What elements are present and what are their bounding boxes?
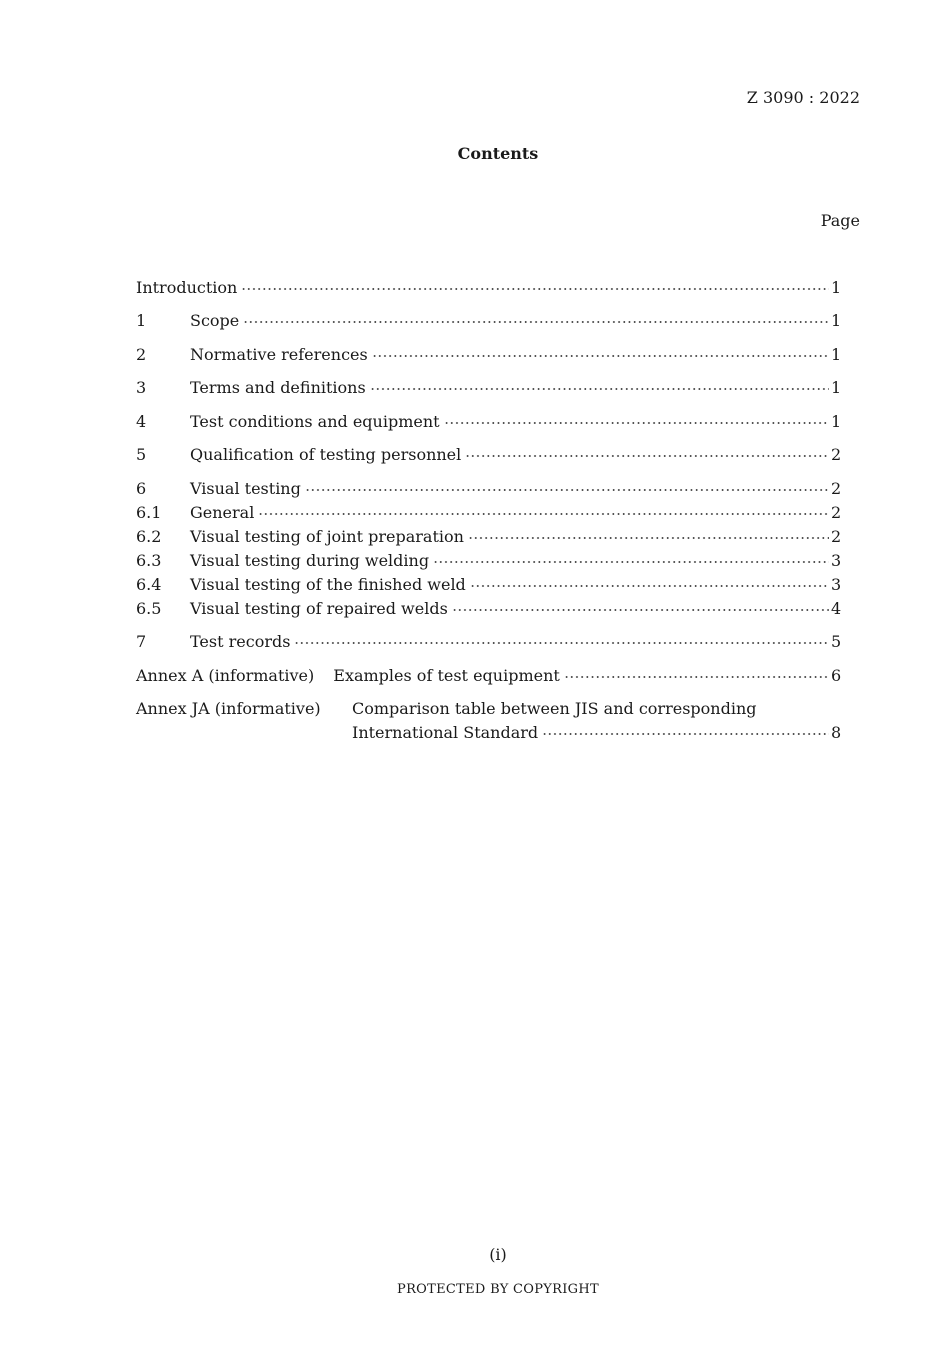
toc-entry-number: 6.1	[136, 503, 162, 522]
annex-title: Examples of test equipment	[333, 666, 560, 685]
toc-entry-number: 6.2	[136, 527, 162, 546]
dot-leader	[564, 675, 829, 679]
toc-entry-number: 1	[136, 311, 147, 330]
toc-entry[interactable]	[136, 525, 841, 549]
dot-leader	[452, 608, 829, 612]
toc-entry-number: 2	[136, 345, 147, 364]
toc-entry[interactable]	[136, 443, 841, 467]
toc-entry-label: Test conditions and equipment	[190, 412, 440, 431]
toc-entry-page: 1	[831, 378, 842, 397]
toc-annex-entry[interactable]	[136, 697, 841, 721]
dot-leader	[372, 354, 829, 358]
toc-entry-page: 1	[831, 278, 842, 297]
toc-entry[interactable]	[136, 573, 841, 597]
toc-entry-number: 6.4	[136, 575, 162, 594]
dot-leader	[294, 641, 829, 645]
toc-entry-page: 5	[831, 632, 842, 651]
dot-leader	[465, 454, 829, 458]
toc-entry-page: 3	[831, 575, 842, 594]
toc-entry-number: 7	[136, 632, 147, 651]
toc-entry-label: Qualification of testing personnel	[190, 445, 462, 464]
toc-entry[interactable]	[136, 477, 841, 501]
toc-entry-page: 2	[831, 445, 842, 464]
toc-entry[interactable]	[136, 309, 841, 333]
toc-entry-page: 8	[831, 723, 842, 742]
toc-entry-number: 5	[136, 445, 147, 464]
document-number: Z 3090 : 2022	[746, 88, 860, 107]
toc-entry-label: Introduction	[136, 278, 238, 297]
toc-entry-number: 6	[136, 479, 147, 498]
toc-entry[interactable]	[136, 501, 841, 525]
toc-entry[interactable]	[136, 630, 841, 654]
annex-title-continued: International Standard	[352, 723, 539, 742]
toc-entry-page: 3	[831, 551, 842, 570]
toc-annex-entry[interactable]	[136, 664, 841, 688]
toc-entry-label: Visual testing of joint preparation	[190, 527, 464, 546]
dot-leader	[370, 387, 829, 391]
copyright-notice: PROTECTED BY COPYRIGHT	[397, 1282, 599, 1297]
toc-entry[interactable]	[136, 376, 841, 400]
toc-entry-number: 6.5	[136, 599, 162, 618]
toc-entry-page: 6	[831, 666, 842, 685]
toc-entry-label: Visual testing	[190, 479, 301, 498]
page-column-label: Page	[820, 211, 860, 230]
toc-entry-page: 1	[831, 311, 842, 330]
dot-leader	[433, 560, 829, 564]
toc-entry-page: 4	[831, 599, 842, 618]
dot-leader	[468, 536, 829, 540]
toc-entry-label: Visual testing of the finished weld	[190, 575, 466, 594]
toc-entry-label: Terms and definitions	[190, 378, 366, 397]
toc-entry[interactable]	[136, 410, 841, 434]
dot-leader	[243, 320, 829, 324]
annex-prefix: Annex A (informative)	[136, 666, 315, 685]
dot-leader	[258, 512, 829, 516]
annex-prefix: Annex JA (informative)	[136, 699, 321, 718]
dot-leader	[241, 287, 829, 291]
page-title: Contents	[457, 144, 539, 163]
page-number: (i)	[489, 1245, 507, 1264]
toc-entry-page: 2	[831, 527, 842, 546]
toc-annex-entry-continued[interactable]	[136, 721, 841, 745]
toc-entry-label: Visual testing during welding	[190, 551, 430, 570]
toc-entry[interactable]	[136, 343, 841, 367]
dot-leader	[542, 732, 829, 736]
toc-entry[interactable]	[136, 597, 841, 621]
toc-entry-introduction[interactable]	[136, 276, 841, 300]
toc-entry-label: Test records	[190, 632, 291, 651]
dot-leader	[444, 421, 829, 425]
dot-leader	[470, 584, 829, 588]
toc-entry-number: 6.3	[136, 551, 162, 570]
toc-entry-page: 1	[831, 412, 842, 431]
annex-title: Comparison table between JIS and corresponding	[352, 699, 757, 718]
toc-entry-page: 1	[831, 345, 842, 364]
toc-entry-label: Scope	[190, 311, 240, 330]
toc-entry-number: 3	[136, 378, 147, 397]
toc-entry[interactable]	[136, 549, 841, 573]
toc-entry-number: 4	[136, 412, 147, 431]
dot-leader	[305, 488, 829, 492]
toc-entry-label: General	[190, 503, 255, 522]
toc-entry-page: 2	[831, 503, 842, 522]
toc-entry-page: 2	[831, 479, 842, 498]
toc-entry-label: Visual testing of repaired welds	[190, 599, 448, 618]
toc-entry-label: Normative references	[190, 345, 368, 364]
